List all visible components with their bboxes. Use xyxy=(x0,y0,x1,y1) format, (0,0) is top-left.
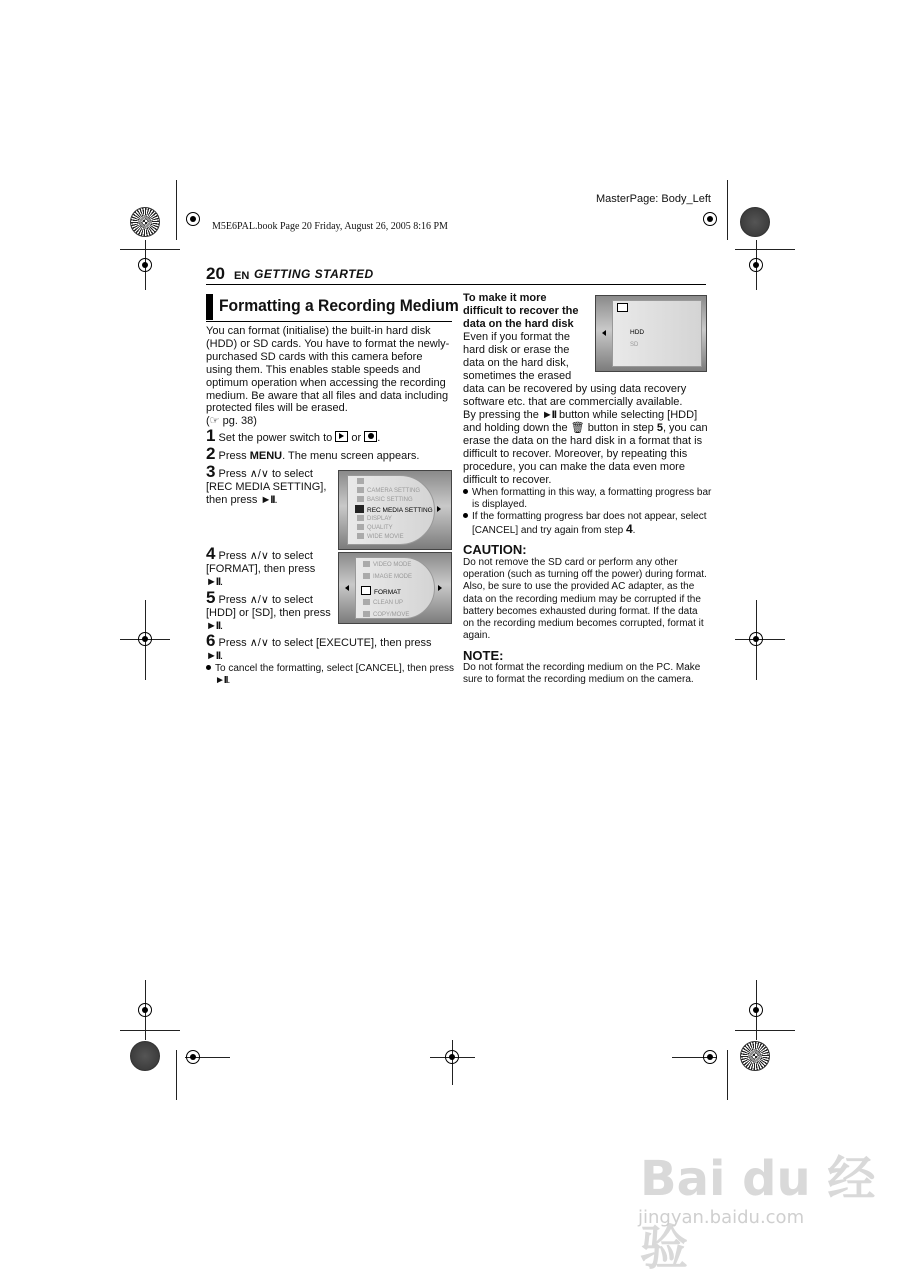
intro-text: You can format (initialise) the built-in hard disk (HDD) or SD cards. You have to format the newly-purchased SD cards with this camera before using them. This enables stable speeds and optimum operation when accessing the recording medium. Be aware that all files and data including protected files will be erased. (☞ pg. 38) xyxy=(206,325,450,428)
step-4: 4 Press ∧/∨ to select [FORMAT], then press ►II. xyxy=(206,544,316,588)
crop-mark xyxy=(120,249,180,250)
registration-mark xyxy=(703,1050,717,1064)
registration-mark xyxy=(186,1050,200,1064)
menu-item: COPY/MOVE xyxy=(363,611,409,618)
caution-text: Do not remove the SD card or perform any other operation (such as turning off the power) during format. Also, be sure to use the provided AC adapter, as the data on the recording medium may be corrupted if the battery becomes exhausted during format. If the data on the recording medium becomes corrupted, format it again. xyxy=(463,557,707,642)
registration-mark xyxy=(445,1050,459,1064)
up-down-arrows-icon: ∧/∨ xyxy=(249,637,269,649)
menu-item: WIDE MOVIE xyxy=(357,533,404,540)
registration-mark xyxy=(749,258,763,272)
menu-item: DISPLAY xyxy=(357,515,392,522)
play-pause-icon: ►II xyxy=(206,619,220,632)
menu-item: VIDEO MODE xyxy=(363,561,411,568)
crop-mark xyxy=(176,1050,177,1100)
paragraph: By pressing the ►II button while selecting [HDD] and holding down the 🗑 button in step 5, you can erase the data on the hard disk in a format that is difficult to recover. Moreover, by repeating this procedure, you can make the data even more difficult to recover. xyxy=(463,409,708,486)
record-mode-icon xyxy=(364,431,377,442)
menu-item: CLEAN UP xyxy=(363,599,403,606)
reference-icon: ☞ xyxy=(209,415,220,428)
left-arrow-icon xyxy=(345,585,349,591)
right-arrow-icon xyxy=(437,506,441,512)
page-number: 20 xyxy=(206,264,225,283)
color-wheel-mark xyxy=(130,1041,160,1071)
menu-screen-main xyxy=(338,470,452,550)
registration-mark xyxy=(186,212,200,226)
menu-item xyxy=(357,478,367,485)
play-pause-icon: ►II xyxy=(215,675,228,686)
menu-key: MENU xyxy=(249,450,283,462)
step-6: 6 Press ∧/∨ to select [EXECUTE], then press ►II. xyxy=(206,631,432,662)
menu-item-selected: HDD xyxy=(630,329,645,336)
up-down-arrows-icon: ∧/∨ xyxy=(249,468,269,480)
page-header xyxy=(206,266,706,285)
list-item: When formatting in this way, a formatting progress bar is displayed. xyxy=(463,487,717,511)
play-pause-icon: ►II xyxy=(260,493,275,506)
registration-mark xyxy=(703,212,717,226)
step-3: 3 Press ∧/∨ to select [REC MEDIA SETTING], then press ►II. xyxy=(206,462,327,506)
crop-mark xyxy=(176,180,177,240)
subheading: To make it more difficult to recover the data on the hard disk xyxy=(463,292,579,330)
menu-screen-rec-media xyxy=(338,552,452,624)
play-pause-icon: ►II xyxy=(206,575,220,588)
play-pause-icon: ►II xyxy=(541,409,556,421)
color-wheel-mark xyxy=(130,207,160,237)
paragraph: Even if you format the hard disk or erase the data on the hard disk, sometimes the erased xyxy=(463,331,572,382)
menu-item: QUALITY xyxy=(357,524,393,531)
page-title: Formatting a Recording Medium xyxy=(219,296,459,315)
step-1: 1 Set the power switch to or . xyxy=(206,426,381,445)
up-down-arrows-icon: ∧/∨ xyxy=(249,594,269,606)
title-rule xyxy=(206,321,452,322)
trash-icon: 🗑 xyxy=(570,421,585,434)
registration-mark xyxy=(749,1003,763,1017)
menu-screen-format xyxy=(595,295,707,372)
right-arrow-icon xyxy=(438,585,442,591)
step-2: 2 Press MENU. The menu screen appears. xyxy=(206,444,420,463)
menu-item-selected: FORMAT xyxy=(361,586,401,596)
list-item: If the formatting progress bar does not appear, select [CANCEL] and try again from step 4. xyxy=(463,511,717,537)
caution-heading: CAUTION: xyxy=(463,542,527,557)
play-mode-icon xyxy=(335,431,348,442)
color-wheel-mark xyxy=(740,1041,770,1071)
bullet-icon xyxy=(206,665,211,670)
format-icon xyxy=(617,303,628,312)
crop-mark xyxy=(735,1030,795,1031)
menu-item: CAMERA SETTING xyxy=(357,487,420,494)
watermark-url: jingyan.baidu.com xyxy=(638,1207,805,1228)
menu-item: IMAGE MODE xyxy=(363,573,412,580)
masterpage-label: MasterPage: Body_Left xyxy=(596,193,711,205)
paragraph: data can be recovered by using data recovery software etc. that are commercially available. xyxy=(463,383,687,408)
up-down-arrows-icon: ∧/∨ xyxy=(249,550,269,562)
note-heading: NOTE: xyxy=(463,648,504,663)
registration-mark xyxy=(749,632,763,646)
menu-item: BASIC SETTING xyxy=(357,496,413,503)
crop-mark xyxy=(727,1050,728,1100)
registration-mark xyxy=(138,1003,152,1017)
bullet-icon xyxy=(463,513,468,518)
title-bar-mark xyxy=(206,294,213,320)
section-title: GETTING STARTED xyxy=(254,267,374,281)
bullet-icon xyxy=(463,489,468,494)
registration-mark xyxy=(138,258,152,272)
note-text: Do not format the recording medium on the PC. Make sure to format the recording medium on the camera. xyxy=(463,662,701,686)
language-code: EN xyxy=(234,270,250,282)
step-5: 5 Press ∧/∨ to select [HDD] or [SD], then press ►II. xyxy=(206,588,331,632)
crop-mark xyxy=(735,249,795,250)
crop-mark xyxy=(120,1030,180,1031)
menu-item: SD xyxy=(630,342,639,348)
left-arrow-icon xyxy=(602,330,606,336)
color-wheel-mark xyxy=(740,207,770,237)
registration-mark xyxy=(138,632,152,646)
cancel-note: To cancel the formatting, select [CANCEL], then press ►II. xyxy=(206,663,455,687)
menu-item-selected: REC MEDIA SETTING xyxy=(355,505,433,514)
book-info: M5E6PAL.book Page 20 Friday, August 26, 2005 8:16 PM xyxy=(212,221,448,232)
play-pause-icon: ►II xyxy=(206,649,220,662)
watermark-logo: Bai du 经验 xyxy=(640,1151,876,1276)
crop-mark xyxy=(727,180,728,240)
